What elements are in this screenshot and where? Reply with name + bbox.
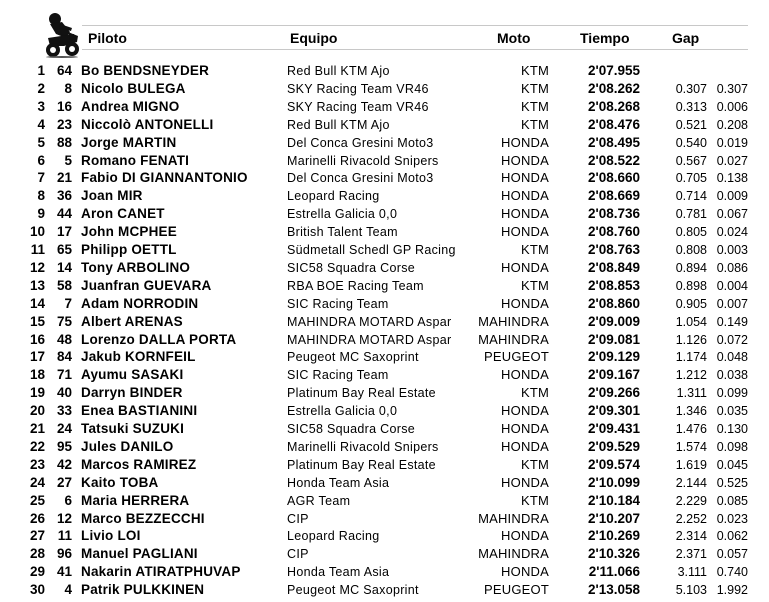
table-row xyxy=(0,169,769,187)
table-row xyxy=(0,187,769,205)
table-row xyxy=(0,331,769,349)
position-cell: 7 xyxy=(37,170,45,186)
team-cell: Del Conca Gresini Moto3 xyxy=(287,171,434,186)
team-cell: Red Bull KTM Ajo xyxy=(287,64,390,78)
team-cell: Platinum Bay Real Estate xyxy=(287,457,436,472)
manufacturer-cell: KTM xyxy=(520,456,549,472)
team-cell: SKY Racing Team VR46 xyxy=(287,99,429,114)
position-cell: 2 xyxy=(37,80,45,96)
table-row xyxy=(0,527,769,545)
table-row xyxy=(0,456,769,474)
position-cell: 20 xyxy=(29,403,45,419)
bike-number-cell: 17 xyxy=(56,224,72,240)
team-cell: Honda Team Asia xyxy=(287,565,390,580)
gap-to-leader-cell: 1.476 xyxy=(675,422,707,436)
position-cell: 4 xyxy=(37,116,45,132)
bike-number-cell: 21 xyxy=(56,170,72,186)
rider-name-cell: Manuel PAGLIANI xyxy=(81,546,198,562)
gap-to-leader-cell: 0.313 xyxy=(675,99,707,114)
manufacturer-cell: KTM xyxy=(520,80,549,96)
team-cell: Leopard Racing xyxy=(287,529,380,544)
manufacturer-cell: MAHINDRA xyxy=(478,546,549,562)
lap-time-cell: 2'09.167 xyxy=(587,367,640,383)
lap-time-cell: 2'09.301 xyxy=(587,403,640,419)
team-cell: Honda Team Asia xyxy=(287,475,390,490)
gap-to-previous-cell: 0.085 xyxy=(716,493,748,508)
table-row xyxy=(0,98,769,116)
position-cell: 10 xyxy=(29,224,45,240)
gap-to-previous-cell: 0.004 xyxy=(716,278,748,293)
position-cell: 22 xyxy=(29,438,45,454)
manufacturer-cell: HONDA xyxy=(501,224,549,240)
manufacturer-cell: HONDA xyxy=(501,206,549,222)
manufacturer-cell: MAHINDRA xyxy=(478,313,549,329)
manufacturer-cell: HONDA xyxy=(501,421,549,436)
manufacturer-cell: HONDA xyxy=(501,152,549,168)
table-row xyxy=(0,492,769,510)
bike-number-cell: 23 xyxy=(56,116,72,132)
rider-name-cell: Jorge MARTIN xyxy=(81,134,177,150)
rider-name-cell: Tony ARBOLINO xyxy=(81,259,191,275)
lap-time-cell: 2'10.269 xyxy=(587,528,640,544)
rider-name-cell: Fabio DI GIANNANTONIO xyxy=(81,170,248,186)
lap-time-cell: 2'09.574 xyxy=(587,456,640,472)
team-cell: Del Conca Gresini Moto3 xyxy=(287,135,434,150)
manufacturer-cell: KTM xyxy=(520,63,549,78)
lap-time-cell: 2'13.058 xyxy=(587,582,640,598)
gap-to-leader-cell: 0.567 xyxy=(675,153,707,168)
manufacturer-cell: KTM xyxy=(520,116,549,132)
manufacturer-cell: MAHINDRA xyxy=(478,510,549,526)
manufacturer-cell: PEUGEOT xyxy=(484,582,549,598)
rider-name-cell: Aron CANET xyxy=(81,206,165,222)
bike-number-cell: 41 xyxy=(56,564,72,580)
rider-name-cell: Jules DANILO xyxy=(81,438,174,454)
lap-time-cell: 2'08.760 xyxy=(587,224,640,240)
bike-number-cell: 11 xyxy=(57,528,72,544)
gap-to-previous-cell: 0.149 xyxy=(716,314,748,329)
position-cell: 30 xyxy=(29,582,45,598)
gap-to-leader-cell: 2.229 xyxy=(675,493,707,508)
team-cell: MAHINDRA MOTARD Aspar xyxy=(287,332,452,347)
team-cell: British Talent Team xyxy=(287,225,398,240)
rider-name-cell: Philipp OETTL xyxy=(81,242,177,257)
gap-to-leader-cell: 0.781 xyxy=(675,207,707,222)
table-row xyxy=(0,313,769,331)
rider-name-cell: Nakarin ATIRATPHUVAP xyxy=(81,564,241,580)
table-row xyxy=(0,438,769,456)
header-tiempo: Tiempo xyxy=(580,30,630,46)
rider-name-cell: Andrea MIGNO xyxy=(81,98,180,114)
gap-to-leader-cell: 5.103 xyxy=(675,583,707,598)
gap-to-leader-cell: 2.144 xyxy=(675,475,707,490)
team-cell: SIC58 Squadra Corse xyxy=(287,422,415,436)
gap-to-previous-cell: 0.062 xyxy=(716,529,748,544)
gap-to-previous-cell: 0.019 xyxy=(716,135,748,150)
manufacturer-cell: KTM xyxy=(520,385,549,401)
lap-time-cell: 2'08.763 xyxy=(587,242,640,257)
lap-time-cell: 2'10.099 xyxy=(587,474,640,490)
rider-name-cell: Darryn BINDER xyxy=(81,385,183,401)
gap-to-leader-cell: 0.540 xyxy=(675,135,707,150)
position-cell: 29 xyxy=(29,564,45,580)
manufacturer-cell: HONDA xyxy=(501,259,549,275)
gap-to-leader-cell: 1.054 xyxy=(675,314,707,329)
rider-name-cell: Enea BASTIANINI xyxy=(81,403,198,419)
team-cell: SIC Racing Team xyxy=(287,296,389,311)
gap-to-previous-cell: 0.740 xyxy=(716,565,748,580)
gap-to-previous-cell: 0.048 xyxy=(716,350,748,365)
team-cell: Peugeot MC Saxoprint xyxy=(287,583,419,598)
rider-name-cell: John MCPHEE xyxy=(81,224,177,240)
lap-time-cell: 2'08.522 xyxy=(587,152,640,168)
gap-to-previous-cell: 0.023 xyxy=(716,511,748,526)
gap-to-leader-cell: 0.805 xyxy=(675,225,707,240)
lap-time-cell: 2'08.495 xyxy=(587,134,640,150)
bike-number-cell: 14 xyxy=(56,259,72,275)
gap-to-leader-cell: 1.126 xyxy=(675,332,707,347)
lap-time-cell: 2'09.081 xyxy=(587,331,640,347)
team-cell: AGR Team xyxy=(287,493,351,508)
gap-to-previous-cell: 0.086 xyxy=(716,260,748,275)
bike-number-cell: 58 xyxy=(56,277,72,293)
table-row xyxy=(0,241,769,259)
bike-number-cell: 95 xyxy=(56,438,72,454)
table-row xyxy=(0,259,769,277)
rider-name-cell: Livio LOI xyxy=(81,528,141,544)
gap-to-previous-cell: 0.130 xyxy=(716,422,748,436)
gap-to-previous-cell: 1.992 xyxy=(716,583,748,598)
position-cell: 27 xyxy=(29,528,45,544)
bike-number-cell: 8 xyxy=(64,80,72,96)
lap-time-cell: 2'09.431 xyxy=(587,421,640,436)
lap-time-cell: 2'07.955 xyxy=(587,63,640,78)
header-gap: Gap xyxy=(672,30,700,46)
rider-name-cell: Albert ARENAS xyxy=(81,313,183,329)
bike-number-cell: 36 xyxy=(56,188,72,204)
table-row xyxy=(0,581,769,599)
gap-to-leader-cell: 1.174 xyxy=(675,350,707,365)
gap-to-previous-cell: 0.045 xyxy=(716,457,748,472)
table-row xyxy=(0,295,769,313)
lap-time-cell: 2'09.129 xyxy=(587,349,640,365)
gap-to-previous-cell: 0.099 xyxy=(716,386,748,401)
team-cell: Platinum Bay Real Estate xyxy=(287,386,436,401)
table-row xyxy=(0,366,769,384)
lap-time-cell: 2'08.268 xyxy=(587,98,640,114)
table-row xyxy=(0,62,769,80)
rider-name-cell: Nicolo BULEGA xyxy=(81,80,186,96)
position-cell: 26 xyxy=(29,510,45,526)
position-cell: 5 xyxy=(37,134,45,150)
rider-name-cell: Juanfran GUEVARA xyxy=(81,277,212,293)
lap-time-cell: 2'09.266 xyxy=(587,385,640,401)
bike-number-cell: 7 xyxy=(64,295,72,311)
bike-number-cell: 96 xyxy=(56,546,72,562)
position-cell: 12 xyxy=(29,259,45,275)
position-cell: 6 xyxy=(37,152,45,168)
table-row xyxy=(0,510,769,528)
gap-to-leader-cell: 1.574 xyxy=(675,439,707,454)
rider-name-cell: Maria HERRERA xyxy=(81,492,190,508)
gap-to-leader-cell: 0.714 xyxy=(675,189,707,204)
gap-to-previous-cell: 0.006 xyxy=(716,99,748,114)
table-header xyxy=(0,26,769,50)
gap-to-previous-cell: 0.057 xyxy=(716,547,748,562)
position-cell: 28 xyxy=(29,546,45,562)
manufacturer-cell: HONDA xyxy=(501,188,549,204)
position-cell: 17 xyxy=(29,349,45,365)
header-piloto: Piloto xyxy=(88,30,127,46)
lap-time-cell: 2'11.066 xyxy=(588,564,640,580)
team-cell: Marinelli Rivacold Snipers xyxy=(287,153,439,168)
gap-to-leader-cell: 0.521 xyxy=(675,117,707,132)
table-row xyxy=(0,474,769,492)
gap-to-previous-cell: 0.035 xyxy=(716,404,748,419)
gap-to-previous-cell: 0.208 xyxy=(716,117,748,132)
position-cell: 14 xyxy=(29,295,45,311)
gap-to-leader-cell: 1.311 xyxy=(676,386,707,401)
manufacturer-cell: HONDA xyxy=(501,528,549,544)
lap-time-cell: 2'10.184 xyxy=(587,492,640,508)
bike-number-cell: 42 xyxy=(56,456,72,472)
team-cell: CIP xyxy=(287,511,309,526)
table-row xyxy=(0,277,769,295)
rider-name-cell: Marco BEZZECCHI xyxy=(81,510,205,526)
position-cell: 24 xyxy=(29,474,45,490)
gap-to-leader-cell: 0.898 xyxy=(675,278,707,293)
table-row xyxy=(0,545,769,563)
gap-to-leader-cell: 3.111 xyxy=(677,565,707,580)
bike-number-cell: 48 xyxy=(56,331,72,347)
rider-name-cell: Tatsuki SUZUKI xyxy=(81,421,185,436)
manufacturer-cell: HONDA xyxy=(501,564,549,580)
gap-to-previous-cell: 0.024 xyxy=(716,225,748,240)
header-bottom-divider xyxy=(82,49,748,50)
header-equipo: Equipo xyxy=(290,30,338,46)
team-cell: Estrella Galicia 0,0 xyxy=(287,207,398,222)
position-cell: 13 xyxy=(29,277,45,293)
bike-number-cell: 6 xyxy=(64,492,72,508)
position-cell: 8 xyxy=(37,188,45,204)
position-cell: 1 xyxy=(37,63,45,78)
gap-to-previous-cell: 0.067 xyxy=(716,207,748,222)
table-row xyxy=(0,205,769,223)
position-cell: 3 xyxy=(37,98,45,114)
manufacturer-cell: PEUGEOT xyxy=(484,349,549,365)
gap-to-leader-cell: 2.371 xyxy=(675,547,707,562)
position-cell: 25 xyxy=(29,492,45,508)
bike-number-cell: 12 xyxy=(56,510,72,526)
bike-number-cell: 65 xyxy=(56,242,72,257)
position-cell: 18 xyxy=(29,367,45,383)
rider-name-cell: Bo BENDSNEYDER xyxy=(81,63,210,78)
manufacturer-cell: KTM xyxy=(520,492,549,508)
lap-time-cell: 2'08.736 xyxy=(587,206,640,222)
table-row xyxy=(0,402,769,420)
team-cell: Marinelli Rivacold Snipers xyxy=(287,439,439,454)
bike-number-cell: 16 xyxy=(56,98,72,114)
position-cell: 16 xyxy=(29,331,45,347)
team-cell: SKY Racing Team VR46 xyxy=(287,81,429,96)
gap-to-previous-cell: 0.072 xyxy=(716,332,748,347)
gap-to-leader-cell: 0.808 xyxy=(675,243,707,257)
table-row xyxy=(0,152,769,170)
table-row xyxy=(0,223,769,241)
table-row xyxy=(0,563,769,581)
lap-time-cell: 2'09.529 xyxy=(587,438,640,454)
position-cell: 19 xyxy=(29,385,45,401)
gap-to-leader-cell: 0.894 xyxy=(675,260,707,275)
rider-name-cell: Patrik PULKKINEN xyxy=(81,582,205,598)
gap-to-leader-cell: 2.314 xyxy=(675,529,707,544)
table-row xyxy=(0,348,769,366)
manufacturer-cell: HONDA xyxy=(501,367,549,383)
rider-name-cell: Adam NORRODIN xyxy=(81,295,199,311)
lap-time-cell: 2'08.669 xyxy=(587,188,640,204)
gap-to-previous-cell: 0.307 xyxy=(716,81,748,96)
team-cell: CIP xyxy=(287,547,309,562)
lap-time-cell: 2'10.326 xyxy=(587,546,640,562)
team-cell: SIC58 Squadra Corse xyxy=(287,260,415,275)
team-cell: MAHINDRA MOTARD Aspar xyxy=(287,314,452,329)
rider-name-cell: Marcos RAMIREZ xyxy=(81,456,197,472)
table-row xyxy=(0,134,769,152)
gap-to-previous-cell: 0.003 xyxy=(716,243,748,257)
bike-number-cell: 88 xyxy=(56,134,72,150)
rider-name-cell: Jakub KORNFEIL xyxy=(81,349,196,365)
manufacturer-cell: KTM xyxy=(520,98,549,114)
gap-to-leader-cell: 1.619 xyxy=(675,457,707,472)
position-cell: 11 xyxy=(30,242,45,257)
gap-to-previous-cell: 0.038 xyxy=(716,368,748,383)
lap-time-cell: 2'08.853 xyxy=(587,277,640,293)
manufacturer-cell: HONDA xyxy=(501,134,549,150)
position-cell: 21 xyxy=(29,421,45,436)
table-row xyxy=(0,384,769,402)
bike-number-cell: 27 xyxy=(56,474,72,490)
manufacturer-cell: HONDA xyxy=(501,474,549,490)
bike-number-cell: 24 xyxy=(56,421,72,436)
team-cell: Peugeot MC Saxoprint xyxy=(287,350,419,365)
table-row xyxy=(0,80,769,98)
lap-time-cell: 2'08.476 xyxy=(587,116,640,132)
header-moto: Moto xyxy=(497,30,531,46)
manufacturer-cell: HONDA xyxy=(501,438,549,454)
table-row xyxy=(0,116,769,134)
rider-name-cell: Romano FENATI xyxy=(81,152,190,168)
bike-number-cell: 84 xyxy=(56,349,72,365)
gap-to-leader-cell: 0.307 xyxy=(675,81,707,96)
bike-number-cell: 44 xyxy=(56,206,72,222)
manufacturer-cell: HONDA xyxy=(501,403,549,419)
bike-number-cell: 71 xyxy=(56,367,72,383)
manufacturer-cell: HONDA xyxy=(501,170,549,186)
lap-time-cell: 2'08.262 xyxy=(587,80,640,96)
gap-to-leader-cell: 1.212 xyxy=(675,368,707,383)
gap-to-leader-cell: 0.905 xyxy=(675,296,707,311)
gap-to-previous-cell: 0.525 xyxy=(716,475,748,490)
lap-time-cell: 2'08.860 xyxy=(587,295,640,311)
rider-name-cell: Niccolò ANTONELLI xyxy=(81,116,214,132)
table-row xyxy=(0,420,769,438)
gap-to-previous-cell: 0.009 xyxy=(716,189,748,204)
bike-number-cell: 40 xyxy=(56,385,72,401)
bike-number-cell: 33 xyxy=(56,403,72,419)
lap-time-cell: 2'08.849 xyxy=(587,259,640,275)
team-cell: Südmetall Schedl GP Racing xyxy=(287,243,456,257)
team-cell: RBA BOE Racing Team xyxy=(287,278,424,293)
manufacturer-cell: HONDA xyxy=(501,295,549,311)
team-cell: Estrella Galicia 0,0 xyxy=(287,404,398,419)
lap-time-cell: 2'10.207 xyxy=(587,510,640,526)
gap-to-previous-cell: 0.098 xyxy=(716,439,748,454)
gap-to-previous-cell: 0.027 xyxy=(716,153,748,168)
rider-name-cell: Joan MIR xyxy=(81,188,143,204)
gap-to-previous-cell: 0.138 xyxy=(716,171,748,186)
rider-name-cell: Kaito TOBA xyxy=(81,474,159,490)
bike-number-cell: 64 xyxy=(56,63,72,78)
position-cell: 15 xyxy=(29,313,45,329)
gap-to-leader-cell: 1.346 xyxy=(675,404,707,419)
rider-name-cell: Lorenzo DALLA PORTA xyxy=(81,331,237,347)
position-cell: 9 xyxy=(37,206,45,222)
manufacturer-cell: KTM xyxy=(520,277,549,293)
team-cell: Red Bull KTM Ajo xyxy=(287,117,390,132)
bike-number-cell: 4 xyxy=(64,582,72,598)
team-cell: SIC Racing Team xyxy=(287,368,389,383)
rider-name-cell: Ayumu SASAKI xyxy=(81,367,184,383)
manufacturer-cell: KTM xyxy=(520,242,549,257)
lap-time-cell: 2'08.660 xyxy=(587,170,640,186)
gap-to-leader-cell: 2.252 xyxy=(675,511,707,526)
gap-to-previous-cell: 0.007 xyxy=(716,296,748,311)
position-cell: 23 xyxy=(29,456,45,472)
team-cell: Leopard Racing xyxy=(287,189,380,204)
gap-to-leader-cell: 0.705 xyxy=(675,171,707,186)
bike-number-cell: 5 xyxy=(64,152,72,168)
manufacturer-cell: MAHINDRA xyxy=(478,331,549,347)
lap-time-cell: 2'09.009 xyxy=(587,313,640,329)
bike-number-cell: 75 xyxy=(56,313,72,329)
